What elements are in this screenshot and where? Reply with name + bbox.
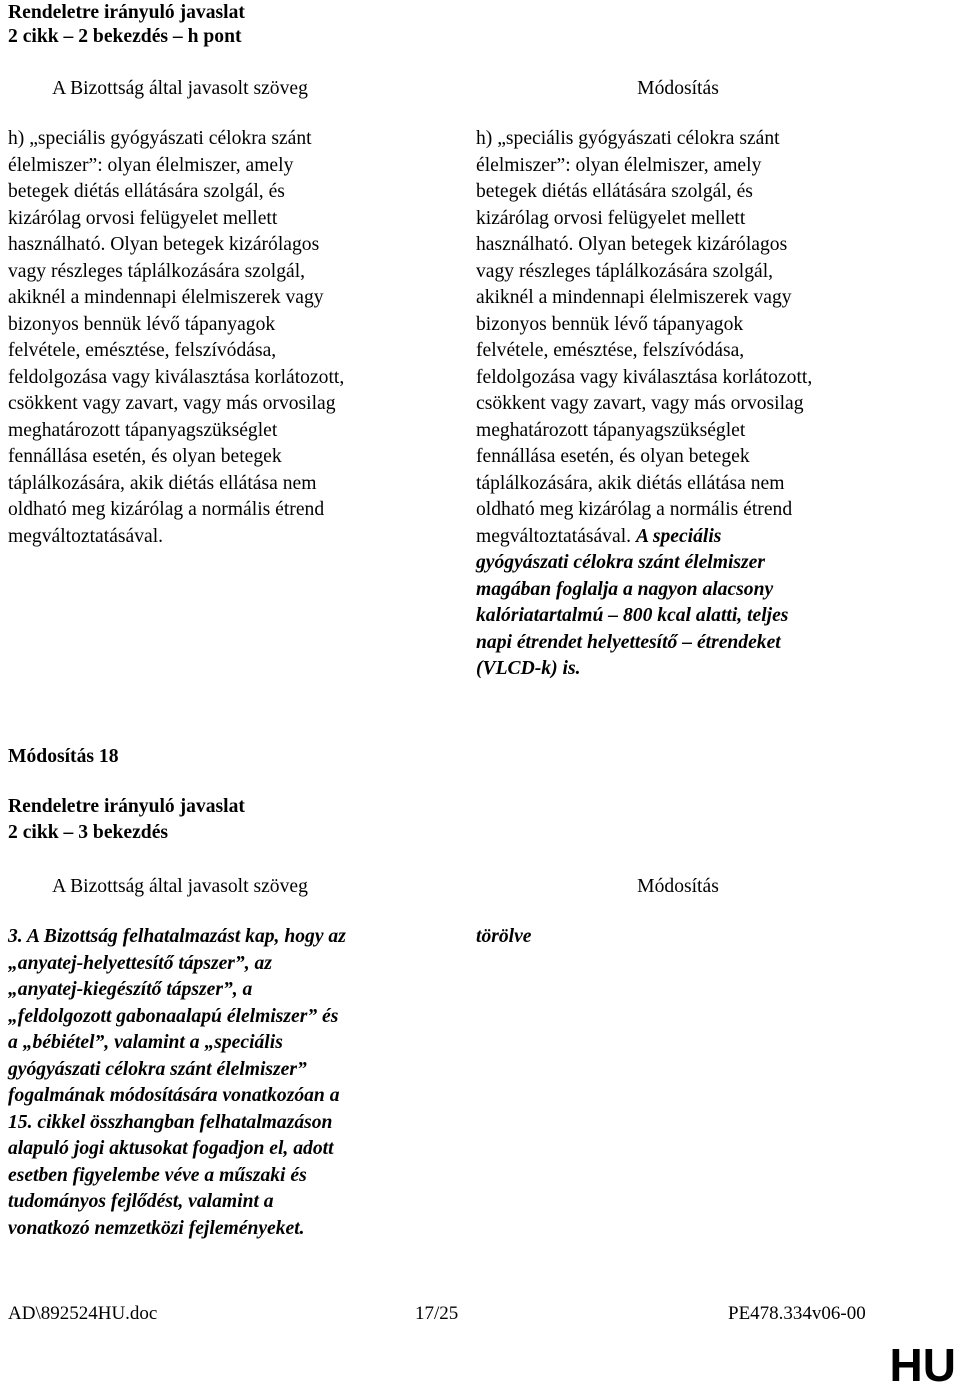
- text-line: megváltoztatásával.: [8, 525, 164, 547]
- proposal-title: Rendeletre irányuló javaslat: [8, 2, 245, 23]
- text-line: kizárólag orvosi felügyelet mellett: [476, 207, 746, 229]
- deleted-text-line: vonatkozó nemzetközi fejleményeket.: [8, 1217, 305, 1239]
- deleted-text-line: „anyatej-kiegészítő tápszer”, a: [8, 979, 253, 1000]
- doc-reference: AD\892524HU.doc: [8, 1303, 158, 1324]
- deleted-text-line: „anyatej-helyettesítő tápszer”, az: [8, 952, 272, 974]
- added-text-line: napi étrendet helyettesítő – étrendeket: [476, 631, 781, 653]
- text-line: feldolgozása vagy kiválasztása korlátozott,: [8, 366, 345, 388]
- text-line: vagy részleges táplálkozására szolgál,: [8, 260, 306, 282]
- commission-text-column: [8, 126, 344, 550]
- deleted-text-line: gyógyászati célokra szánt élelmiszer”: [8, 1058, 307, 1080]
- deleted-text-column: [8, 924, 346, 1242]
- text-line: betegek diétás ellátására szolgál, és: [476, 181, 753, 202]
- deleted-text-line: 3. A Bizottság felhatalmazást kap, hogy az: [8, 926, 346, 947]
- amendment-text-column: [476, 126, 812, 683]
- deleted-marker: törölve: [476, 926, 532, 947]
- added-text-line: (VLCD-k) is.: [476, 658, 581, 679]
- text-line: meghatározott tápanyagszükséglet: [8, 419, 278, 441]
- page-number: 17/25: [415, 1303, 459, 1324]
- amendment-plain-text: megváltoztatásával.: [476, 525, 636, 547]
- article-reference: 2 cikk – 2 bekezdés – h pont: [8, 26, 242, 47]
- proposal-title-2: Rendeletre irányuló javaslat: [8, 796, 245, 817]
- text-line: felvétele, emésztése, felszívódása,: [476, 340, 745, 361]
- text-line: vagy részleges táplálkozására szolgál,: [476, 260, 774, 282]
- amendment-header: Módosítás: [637, 78, 719, 99]
- text-line: h) „speciális gyógyászati célokra szánt: [8, 128, 312, 149]
- text-line: táplálkozására, akik diétás ellátása nem: [476, 472, 785, 494]
- text-line: táplálkozására, akik diétás ellátása nem: [8, 472, 317, 494]
- text-line: akiknél a mindennapi élelmiszerek vagy: [8, 287, 324, 308]
- amendment-added-text: A speciális: [635, 525, 722, 547]
- deleted-text-line: esetben figyelembe véve a műszaki és: [8, 1164, 307, 1186]
- text-line: kizárólag orvosi felügyelet mellett: [8, 207, 278, 229]
- pe-reference: PE478.334v06-00: [728, 1303, 866, 1324]
- text-line: élelmiszer”: olyan élelmiszer, amely: [8, 154, 294, 176]
- added-text-line: magában foglalja a nagyon alacsony: [476, 578, 774, 600]
- text-line: felvétele, emésztése, felszívódása,: [8, 340, 277, 361]
- text-line: oldható meg kizárólag a normális étrend: [8, 499, 325, 520]
- text-line: fennállása esetén, és olyan betegek: [8, 446, 282, 467]
- text-line: akiknél a mindennapi élelmiszerek vagy: [476, 287, 792, 308]
- deleted-text-line: alapuló jogi aktusokat fogadjon el, adott: [8, 1138, 334, 1159]
- text-line: csökkent vagy zavart, vagy más orvosilag: [476, 393, 804, 414]
- deleted-text-line: fogalmának módosítására vonatkozóan a: [8, 1085, 340, 1106]
- text-line: csökkent vagy zavart, vagy más orvosilag: [8, 393, 336, 414]
- text-line: h) „speciális gyógyászati célokra szánt: [476, 128, 780, 149]
- added-text-line: gyógyászati célokra szánt élelmiszer: [476, 552, 765, 573]
- text-line: oldható meg kizárólag a normális étrend: [476, 499, 793, 520]
- article-reference-2: 2 cikk – 3 bekezdés: [8, 822, 169, 843]
- deleted-text-line: 15. cikkel összhangban felhatalmazáson: [8, 1111, 333, 1133]
- text-line: bizonyos bennük lévő tápanyagok: [476, 313, 744, 335]
- language-code: HU: [889, 1339, 956, 1391]
- amendment-number: Módosítás 18: [8, 746, 119, 767]
- text-line: betegek diétás ellátására szolgál, és: [8, 181, 285, 202]
- commission-text-header-2: A Bizottság által javasolt szöveg: [52, 876, 308, 897]
- amendment-mixed-line: [476, 524, 812, 551]
- text-line: élelmiszer”: olyan élelmiszer, amely: [476, 154, 762, 176]
- text-line: meghatározott tápanyagszükséglet: [476, 419, 746, 441]
- deleted-text-line: „feldolgozott gabonaalapú élelmiszer” és: [8, 1005, 339, 1027]
- added-text-line: kalóriatartalmú – 800 kcal alatti, teljes: [476, 605, 789, 626]
- text-line: fennállása esetén, és olyan betegek: [476, 446, 750, 467]
- text-line: használható. Olyan betegek kizárólagos: [8, 234, 320, 255]
- text-line: bizonyos bennük lévő tápanyagok: [8, 313, 276, 335]
- amendment-header-2: Módosítás: [637, 876, 719, 897]
- deleted-text-line: a „bébiétel”, valamint a „speciális: [8, 1032, 283, 1053]
- commission-text-header: A Bizottság által javasolt szöveg: [52, 78, 308, 99]
- text-line: feldolgozása vagy kiválasztása korlátozott,: [476, 366, 813, 388]
- text-line: használható. Olyan betegek kizárólagos: [476, 234, 788, 255]
- deleted-text-line: tudományos fejlődést, valamint a: [8, 1191, 274, 1212]
